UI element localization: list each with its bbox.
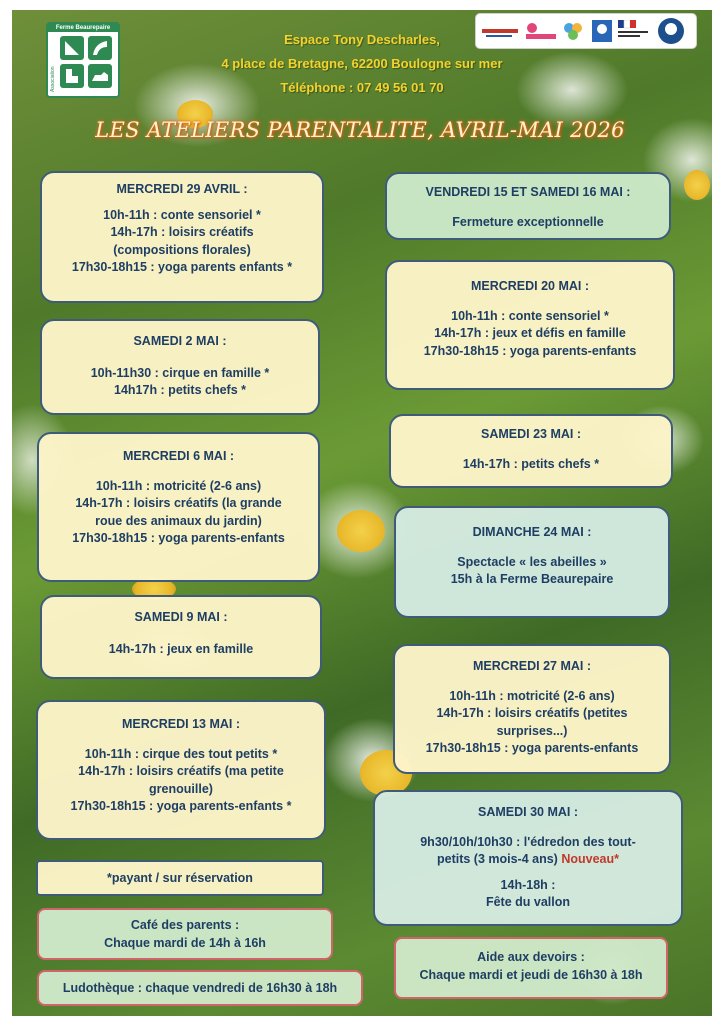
event-line: surprises...) bbox=[496, 723, 568, 738]
event-day: DIMANCHE 24 MAI : bbox=[472, 525, 592, 539]
event-line: 17h30-18h15 : yoga parents-enfants * bbox=[70, 799, 292, 813]
event-line: 10h-11h : motricité (2-6 ans) bbox=[449, 688, 615, 703]
event-line: 14h-17h : loisirs créatifs (la grande bbox=[75, 496, 282, 510]
event-card bbox=[385, 172, 671, 240]
event-card bbox=[40, 171, 324, 303]
event-line: Fête du vallon bbox=[485, 895, 571, 909]
event-day: VENDREDI 15 ET SAMEDI 16 MAI : bbox=[425, 185, 631, 199]
event-card bbox=[373, 790, 683, 926]
event-line: grenouille) bbox=[149, 781, 213, 796]
event-day: MERCREDI 6 MAI : bbox=[122, 449, 235, 463]
event-card bbox=[393, 644, 671, 774]
ludotheque-card: Ludothèque : chaque vendredi de 16h30 à 18h bbox=[37, 970, 363, 1006]
event-line: 10h-11h30 : cirque en famille * bbox=[90, 365, 270, 380]
event-day: SAMEDI 2 MAI : bbox=[133, 334, 227, 348]
partner-logo-flandre-icon bbox=[482, 20, 518, 42]
event-line: 14h-17h : jeux en famille bbox=[108, 641, 254, 656]
event-line: 14h-17h : loisirs créatifs bbox=[110, 225, 254, 239]
event-line: 14h-17h : loisirs créatifs (petites bbox=[436, 706, 628, 720]
new-badge: Nouveau* bbox=[561, 852, 619, 866]
event-line: 14h-17h : jeux et défis en famille bbox=[434, 326, 626, 340]
partner-logos bbox=[475, 13, 697, 49]
event-day: MERCREDI 13 MAI : bbox=[121, 717, 241, 731]
event-line: 10h-11h : conte sensoriel * bbox=[103, 207, 261, 222]
event-line: 10h-11h : motricité (2-6 ans) bbox=[95, 478, 262, 493]
event-line: 15h à la Ferme Beaurepaire bbox=[450, 572, 614, 586]
event-line: 17h30-18h15 : yoga parents-enfants bbox=[425, 741, 639, 755]
event-card bbox=[37, 432, 320, 582]
event-line: 9h30/10h/10h30 : l'édredon des tout- bbox=[420, 834, 636, 849]
event-line: 17h30-18h15 : yoga parents-enfants bbox=[423, 343, 637, 358]
event-day: MERCREDI 20 MAI : bbox=[470, 279, 590, 293]
event-day: SAMEDI 23 MAI : bbox=[480, 427, 581, 441]
event-card bbox=[389, 414, 673, 488]
event-day: MERCREDI 27 MAI : bbox=[472, 659, 592, 673]
event-line: 14h-17h : loisirs créatifs (ma petite bbox=[78, 764, 284, 778]
logo-tile-icon bbox=[60, 64, 84, 88]
venue-address: 4 place de Bretagne, 62200 Boulogne sur mer bbox=[221, 56, 503, 71]
logo-tile-icon bbox=[88, 64, 112, 88]
event-line: Fermeture exceptionnelle bbox=[452, 214, 604, 229]
event-line: (compositions florales) bbox=[113, 242, 251, 257]
devoirs-schedule: Chaque mardi et jeudi de 16h30 à 18h bbox=[419, 967, 643, 982]
partner-logo-agglo-icon bbox=[524, 20, 558, 42]
daisy-decoration bbox=[337, 510, 385, 552]
partner-logo-dept-icon bbox=[590, 20, 614, 42]
event-line: 14h17h : petits chefs * bbox=[114, 383, 246, 397]
event-line: 14h-18h : bbox=[500, 877, 556, 892]
event-card bbox=[40, 595, 322, 679]
event-line: 14h-17h : petits chefs * bbox=[462, 456, 600, 471]
event-line: Spectacle « les abeilles » bbox=[457, 554, 607, 569]
daisy-decoration bbox=[684, 170, 710, 200]
page-title: LES ATELIERS PARENTALITE, AVRIL-MAI 2026 bbox=[95, 118, 625, 142]
partner-logo-region-icon bbox=[656, 17, 686, 45]
venue-name: Espace Tony Descharles, bbox=[284, 32, 440, 47]
poster bbox=[12, 10, 712, 1016]
ferme-beaurepaire-logo bbox=[46, 22, 120, 98]
partner-logo-prefecture-icon bbox=[618, 20, 648, 42]
cafe-parents-card bbox=[37, 908, 333, 960]
event-line: 10h-11h : conte sensoriel * bbox=[451, 308, 609, 323]
event-card bbox=[36, 700, 326, 840]
event-day: SAMEDI 30 MAI : bbox=[477, 805, 578, 819]
event-day: SAMEDI 9 MAI : bbox=[134, 610, 228, 624]
venue-phone: Téléphone : 07 49 56 01 70 bbox=[280, 80, 444, 95]
logo-title: Ferme Beaurepaire bbox=[48, 24, 118, 32]
event-line bbox=[383, 851, 673, 869]
logo-tile-icon bbox=[88, 36, 112, 60]
event-card bbox=[40, 319, 320, 415]
event-line-text: petits (3 mois-4 ans) bbox=[436, 852, 558, 866]
event-line: roue des animaux du jardin) bbox=[95, 513, 262, 528]
event-card bbox=[394, 506, 670, 618]
aide-devoirs-card bbox=[394, 937, 668, 999]
event-line: 17h30-18h15 : yoga parents enfants * bbox=[71, 260, 293, 274]
payment-note: *payant / sur réservation bbox=[36, 860, 324, 896]
event-card bbox=[385, 260, 675, 390]
devoirs-title: Aide aux devoirs : bbox=[477, 950, 585, 964]
logo-side-text: Association bbox=[50, 66, 56, 92]
cafe-schedule: Chaque mardi de 14h à 16h bbox=[104, 935, 266, 950]
cafe-title: Café des parents : bbox=[130, 918, 240, 932]
event-day: MERCREDI 29 AVRIL : bbox=[116, 182, 248, 196]
partner-logo-caf-icon bbox=[562, 20, 586, 42]
event-line: 10h-11h : cirque des tout petits * bbox=[84, 746, 278, 761]
logo-tile-icon bbox=[60, 36, 84, 60]
event-line: 17h30-18h15 : yoga parents-enfants bbox=[72, 531, 285, 545]
